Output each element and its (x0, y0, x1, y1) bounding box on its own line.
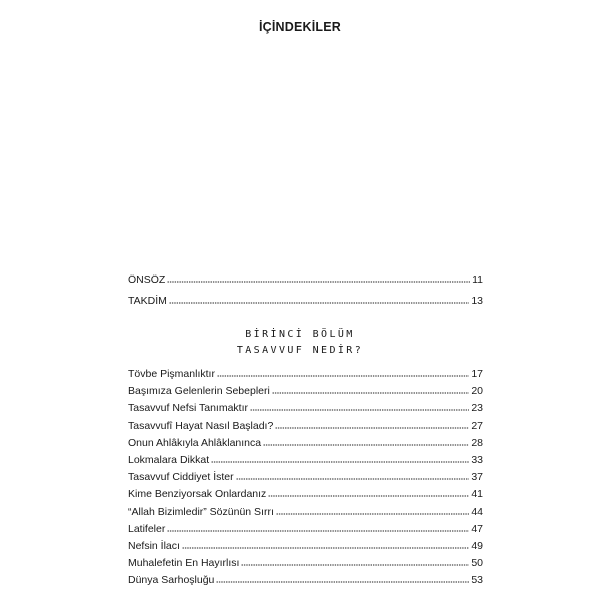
toc-entry-page: 37 (471, 471, 483, 484)
toc-entry (128, 521, 483, 538)
toc-entry-label: Kime Benziyorsak Onlardanız (128, 488, 267, 501)
dot-leader (167, 273, 470, 283)
toc-entry-page: 44 (471, 505, 483, 518)
toc-entry-label: Dünya Sarhoşluğu (128, 574, 215, 587)
dot-leader (169, 294, 469, 304)
toc-entry (128, 572, 483, 589)
toc-entry-label: Muhalefetin En Hayırlısı (128, 557, 240, 570)
toc-entry-page: 28 (471, 436, 483, 449)
toc-entry (128, 555, 483, 572)
front-matter-list (128, 270, 483, 312)
toc-entry-label: Tasavvuf Nefsi Tanımaktır (128, 402, 249, 415)
dot-leader (268, 487, 469, 497)
toc-entry-page: 41 (471, 488, 483, 501)
toc-entry (128, 504, 483, 521)
dot-leader (216, 573, 469, 583)
toc-entry-page: 47 (471, 522, 483, 535)
toc-entry-label: “Allah Bizimledir” Sözünün Sırrı (128, 505, 274, 518)
toc-entry (128, 452, 483, 469)
dot-leader (217, 367, 469, 377)
dot-leader (182, 539, 469, 549)
part-number-label: BİRİNCİ BÖLÜM (245, 329, 355, 340)
toc-entry (128, 435, 483, 452)
toc-entry-page: 13 (471, 295, 483, 307)
toc-entry-label: Nefsin İlacı (128, 539, 180, 552)
toc-entry-label: Latifeler (128, 522, 166, 535)
chapter-list (128, 366, 483, 589)
toc-entry-label: Tövbe Pişmanlıktır (128, 368, 215, 380)
toc-entry (128, 486, 483, 503)
toc-entry-page: 23 (471, 402, 483, 415)
toc-entry-label: Lokmalara Dikkat (128, 453, 210, 466)
dot-leader (250, 401, 469, 411)
toc-entry-page: 50 (471, 557, 483, 570)
toc-entry-label: Başımıza Gelenlerin Sebepleri (128, 385, 270, 398)
toc-entry-label: Tasavvufî Hayat Nasıl Başladı? (128, 419, 274, 432)
toc-entry-label: Tasavvuf Ciddiyet İster (128, 471, 234, 484)
toc-entry-page: 11 (472, 274, 483, 286)
dot-leader (276, 505, 469, 515)
dot-leader (241, 556, 469, 566)
dot-leader (211, 453, 469, 463)
toc-entry-page: 17 (471, 368, 483, 380)
part-title: TASAVVUF NEDİR? (236, 345, 364, 356)
toc-entry (128, 383, 483, 400)
toc-entry-label: Onun Ahlâkıyla Ahlâklanınca (128, 436, 262, 449)
dot-leader (263, 436, 469, 446)
toc-entry-page: 33 (471, 453, 483, 466)
toc-entry (128, 270, 483, 291)
dot-leader (236, 470, 470, 480)
toc-entry-page: 49 (471, 539, 483, 552)
toc-entry-page: 20 (471, 385, 483, 398)
toc-entry (128, 418, 483, 435)
toc-entry (128, 469, 483, 486)
dot-leader (167, 522, 469, 532)
part-heading (0, 327, 600, 359)
page-title: İÇİNDEKİLER (258, 20, 342, 34)
toc-entry (128, 291, 483, 312)
toc-entry (128, 366, 483, 383)
toc-entry (128, 400, 483, 417)
dot-leader (272, 384, 469, 394)
toc-entry-label: TAKDİM (128, 295, 167, 307)
dot-leader (275, 419, 469, 429)
toc-entry-label: ÖNSÖZ (128, 274, 166, 286)
toc-entry-page: 27 (471, 419, 483, 432)
toc-entry (128, 538, 483, 555)
toc-entry-page: 53 (471, 574, 483, 587)
